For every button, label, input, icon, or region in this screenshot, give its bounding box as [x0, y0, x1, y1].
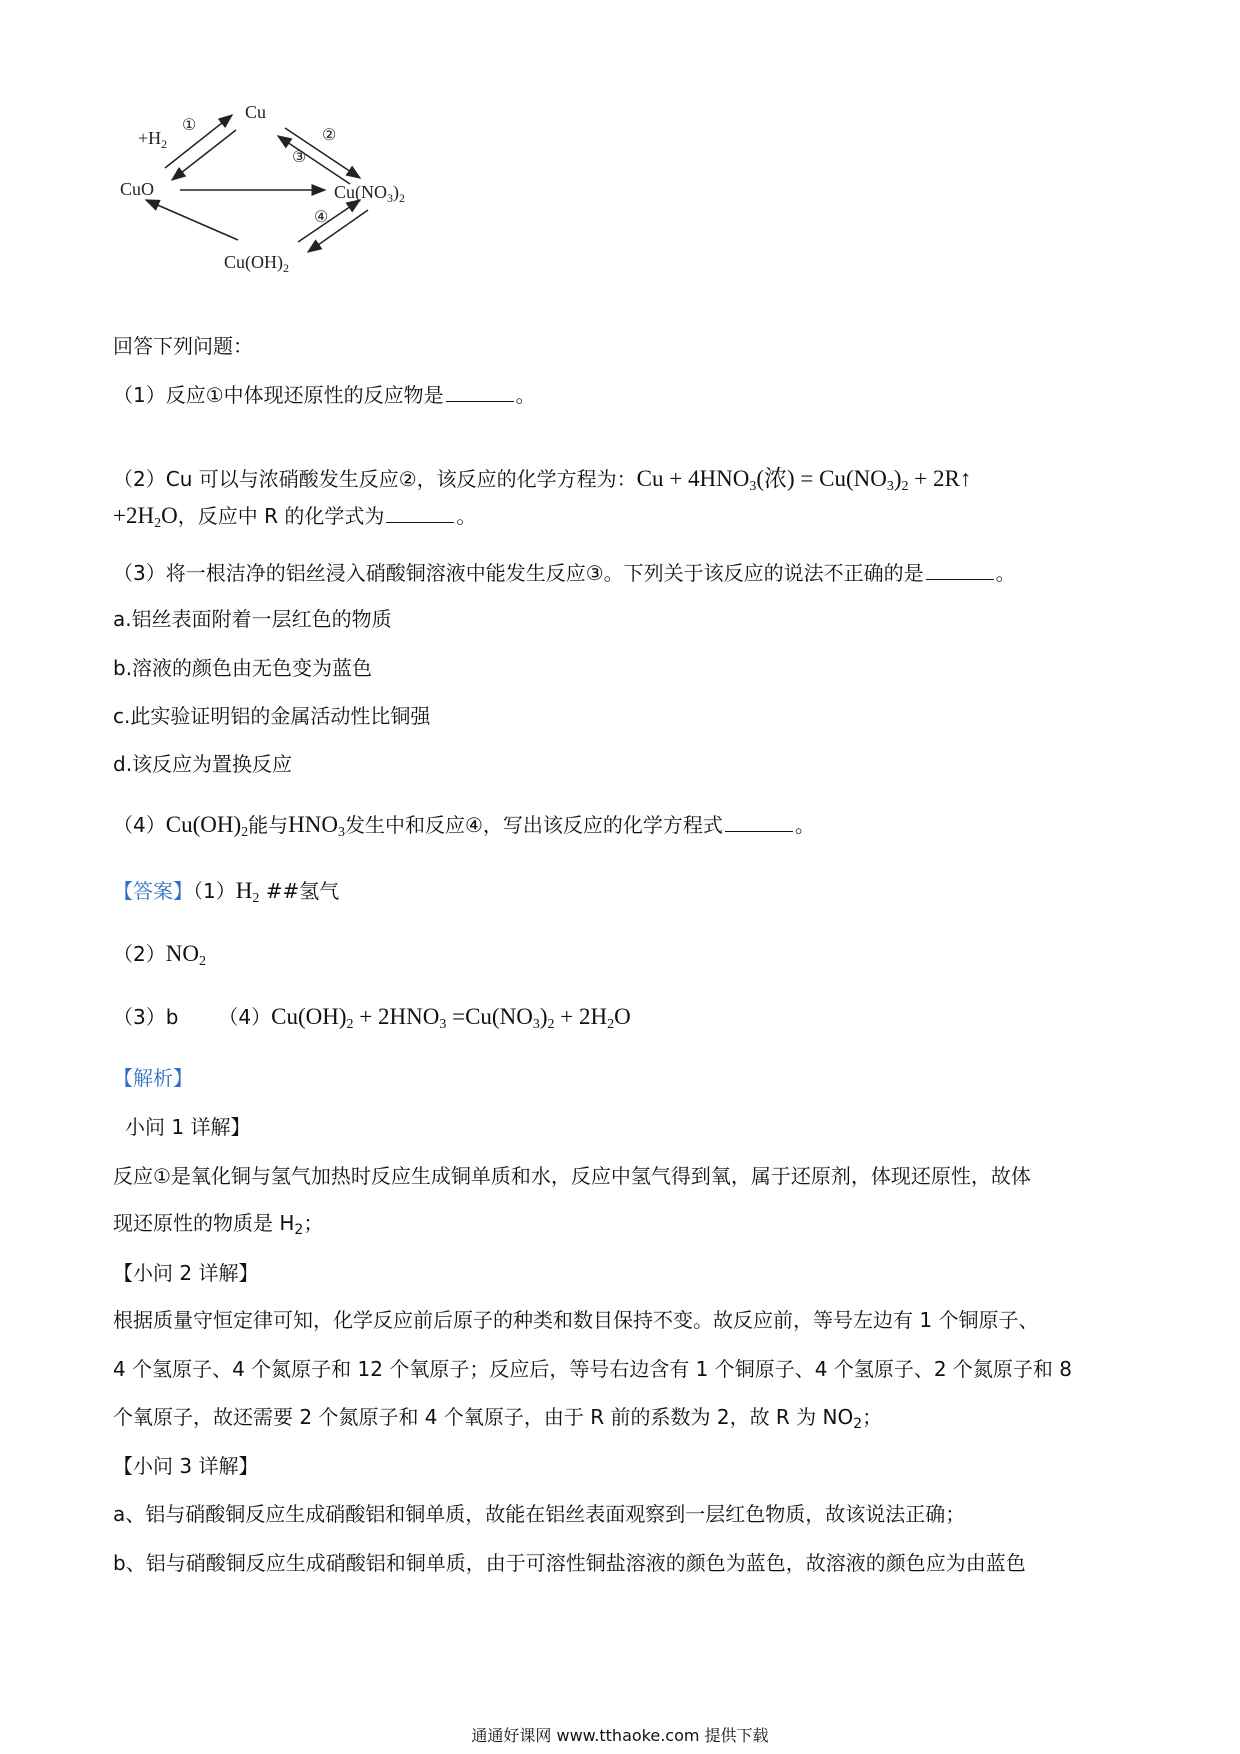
- svg-text:CuO: CuO: [120, 179, 155, 199]
- question-4: $(4)Cu(OH)_2$能与$HNO_3$发生中和反应④，写出该反应的化学方程式 。: [113, 812, 815, 840]
- analysis-s2-line1: 根据质量守恒定律可知，化学反应前后原子的种类和数目保持不变。故反应前，等号左边有 1 个铜原子、: [113, 1308, 1039, 1332]
- label-r4: ④: [314, 209, 329, 226]
- analysis-s1-title: 小问 1 详解】: [125, 1115, 251, 1139]
- q2-end: 。: [456, 504, 477, 528]
- analysis-s1-line2: 现还原性的物质是 $H_2$；: [113, 1211, 324, 1238]
- analysis-s1-line1: 反应①是氧化铜与氢气加热时反应生成铜单质和水，反应中氢气得到氧，属于还原剂，体现还原性，故体: [113, 1164, 1031, 1188]
- arrow-cuno3-to-cu: [278, 136, 350, 184]
- node-cuoh2: [224, 252, 289, 275]
- question-2-cont: [113, 502, 476, 538]
- analysis-s3-title: 【小问 3 详解】: [113, 1454, 259, 1478]
- q2-blank: [386, 504, 454, 523]
- q3-blank: [926, 561, 994, 580]
- arrow-cuoh2-to-cuo: [146, 200, 238, 240]
- analysis-s2-title: 【小问 2 详解】: [113, 1261, 259, 1285]
- q3-text: （3）将一根洁净的铝丝浸入硝酸铜溶液中能发生反应③。下列关于该反应的说法不正确的是: [113, 561, 924, 585]
- label-r3: ③: [292, 149, 307, 166]
- q3-option-d: d.该反应为置换反应: [113, 752, 293, 776]
- intro-text: 回答下列问题：: [113, 334, 253, 358]
- answer-2: $(2)NO_2$: [113, 941, 206, 969]
- question-2: [113, 465, 971, 501]
- analysis-s3-line-b: b、铝与硝酸铜反应生成硝酸铝和铜单质，由于可溶性铜盐溶液的颜色为蓝色，故溶液的颜色应为由蓝色: [113, 1551, 1026, 1575]
- analysis-s2-line2: 4 个氢原子、4 个氮原子和 12 个氧原子；反应后，等号右边含有 1 个铜原子、4 个氢原子、2 个氮原子和 8: [113, 1357, 1073, 1381]
- answer-3-4: （3）b $(4)Cu(OH)_2 + 2HNO_3 =Cu(NO_3)_2 + 2H_2O$: [113, 1004, 631, 1032]
- analysis-s2-line3: 个氧原子，故还需要 2 个氮原子和 4 个氧原子，由于 R 前的系数为 2，故 R 为 $NO_2$；: [113, 1405, 883, 1432]
- svg-text:Cu(OH)2: $Cu(OH)_2$: [224, 252, 289, 275]
- q2-line2-text: ，反应中 R 的化学式为: [177, 504, 385, 528]
- q2-water: $+2H_2O$: [113, 503, 178, 531]
- node-cu: [245, 102, 266, 122]
- q1-end: 。: [515, 383, 536, 407]
- q3-option-c: c.此实验证明铝的金属活动性比铜强: [113, 704, 431, 728]
- copper-reaction-diagram: [120, 100, 460, 310]
- node-cuno3: [334, 182, 405, 205]
- page-footer: 通通好课网 www.tthaoke.com 提供下载: [471, 1726, 769, 1745]
- question-1: [113, 381, 536, 409]
- svg-text:Cu: Cu: [245, 102, 267, 122]
- q2-equation: $Cu + 4HNO_3$(浓) = $Cu(NO_3)_2$ + 2R↑: [636, 466, 972, 494]
- q2-text: （2）Cu 可以与浓硝酸发生反应②，该反应的化学方程为：: [113, 467, 637, 491]
- q4-blank: [725, 813, 793, 832]
- q3-option-b: b.溶液的颜色由无色变为蓝色: [113, 656, 373, 680]
- answer-label: 【答案】: [113, 879, 193, 903]
- q3-option-a: a.铝丝表面附着一层红色的物质: [113, 607, 392, 631]
- q1-text: （1）反应①中体现还原性的反应物是: [113, 383, 444, 407]
- question-3: [113, 559, 1016, 587]
- label-r1: ①: [182, 117, 197, 134]
- q3-end: 。: [995, 561, 1016, 585]
- node-cuo: [120, 179, 154, 199]
- h2-label: [138, 128, 167, 151]
- svg-text:+H2: $+H_2$: [138, 128, 168, 151]
- svg-text:Cu(NO3)2: $Cu(NO_3)_2$: [334, 182, 405, 205]
- analysis-s3-line-a: a、铝与硝酸铜反应生成硝酸铝和铜单质，故能在铝丝表面观察到一层红色物质，故该说法正确；: [113, 1502, 966, 1526]
- answer-1: 【答案】$(1)H_2$ ##氢气: [113, 878, 340, 906]
- arrow-cuoh2-to-cuno3: [298, 200, 360, 242]
- analysis-label: 【解析】: [113, 1066, 193, 1090]
- label-r2: ②: [322, 127, 337, 144]
- q1-blank: [446, 383, 514, 402]
